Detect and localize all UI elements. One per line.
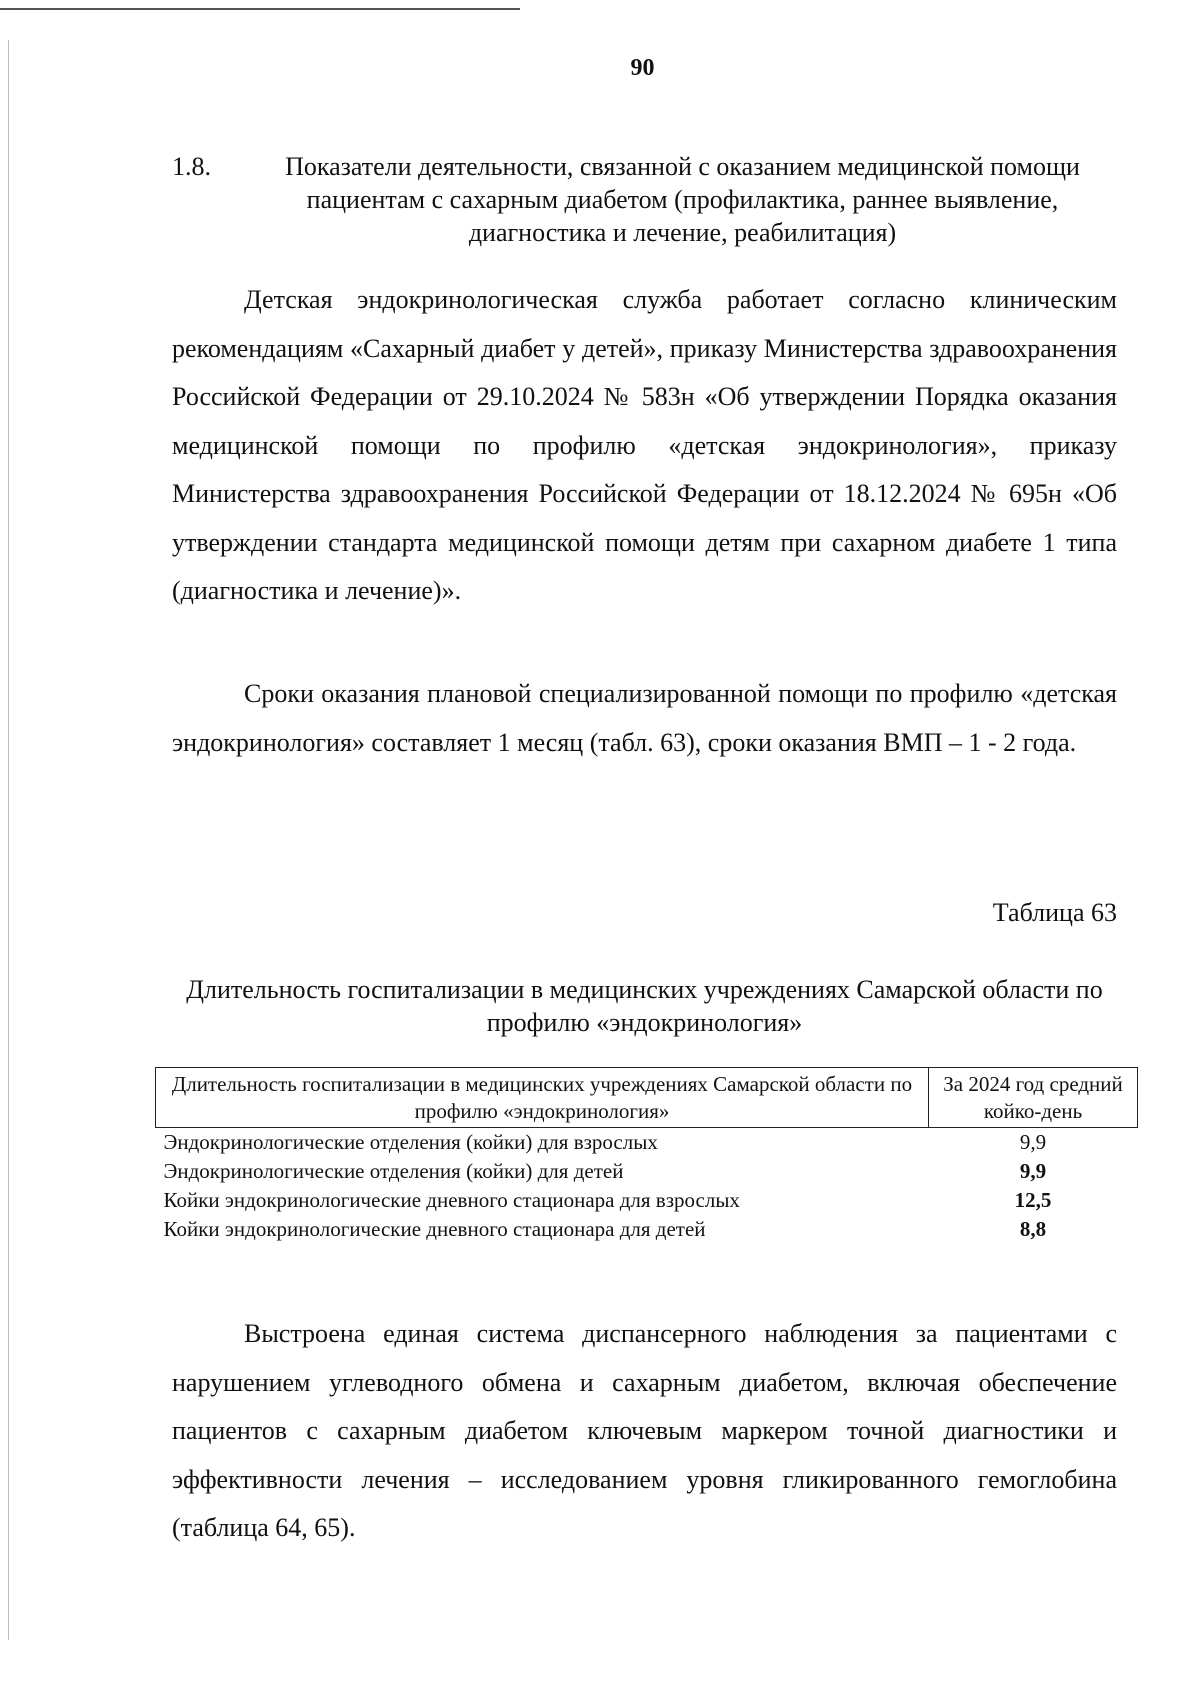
row-value: 9,9 — [1019, 1130, 1047, 1154]
paragraph-terms — [172, 670, 1117, 767]
row-value: 8,8 — [1019, 1217, 1047, 1241]
section-title: Показатели деятельности, связанной с оказанием медицинской помощи пациентам с сахарным диабетом (профилактика, раннее выявление, диагностика и лечение, реабилитация) — [285, 152, 1080, 247]
row-value: 12,5 — [1014, 1188, 1052, 1212]
table-header-year: За 2024 год средний койко-день — [929, 1068, 1138, 1128]
scan-edge-top — [0, 8, 520, 10]
table-row — [156, 1128, 1138, 1158]
paragraph-dispensary — [172, 1310, 1117, 1553]
table-row — [156, 1157, 1138, 1186]
row-value: 9,9 — [1019, 1159, 1047, 1183]
hospitalization-table — [155, 1067, 1138, 1244]
page-number: 90 — [630, 55, 655, 81]
section-heading — [172, 150, 1117, 249]
table-row — [156, 1186, 1138, 1215]
row-label: Эндокринологические отделения (койки) для детей — [163, 1159, 624, 1183]
row-label: Эндокринологические отделения (койки) для взрослых — [163, 1130, 658, 1154]
row-label: Койки эндокринологические дневного стационара для детей — [163, 1217, 706, 1241]
table-header-duration: Длительность госпитализации в медицинских учреждениях Самарской области по профилю «эндокринология» — [156, 1068, 929, 1128]
table-row — [156, 1215, 1138, 1244]
paragraph-service — [172, 276, 1117, 616]
paragraph-text: Выстроена единая система диспансерного наблюдения за пациентами с нарушением углеводного обмена и сахарным диабетом, включая обеспечение пациентов с сахарным диабетом ключевым маркером точной диагностики и эффективности лечения – исследованием уровня гликированного гемоглобина (таблица 64, 65). — [172, 1319, 1117, 1542]
paragraph-text: Сроки оказания плановой специализированной помощи по профилю «детская эндокринология» составляет 1 месяц (табл. 63), сроки оказания ВМП – 1 - 2 года. — [172, 679, 1117, 757]
paragraph-text: Детская эндокринологическая служба работает согласно клиническим рекомендациям «Сахарный диабет у детей», приказу Министерства здравоохранения Российской Федерации от 29.10.2024 № 583н «Об утверждении Порядка оказания медицинской помощи по профилю «детская эндокринология», приказу Министерства здравоохранения Российской Федерации от 18.12.2024 № 695н «Об утверждении стандарта медицинской помощи детям при сахарном диабете 1 типа (диагностика и лечение)». — [172, 285, 1117, 605]
scan-edge-left — [8, 40, 9, 1640]
row-label: Койки эндокринологические дневного стационара для взрослых — [163, 1188, 740, 1212]
section-number: 1.8. — [172, 152, 211, 181]
table-number: Таблица 63 — [992, 898, 1117, 927]
table-header-row — [156, 1068, 1138, 1128]
table-title: Длительность госпитализации в медицинских учреждениях Самарской области по профилю «эндокринология» — [186, 975, 1103, 1037]
